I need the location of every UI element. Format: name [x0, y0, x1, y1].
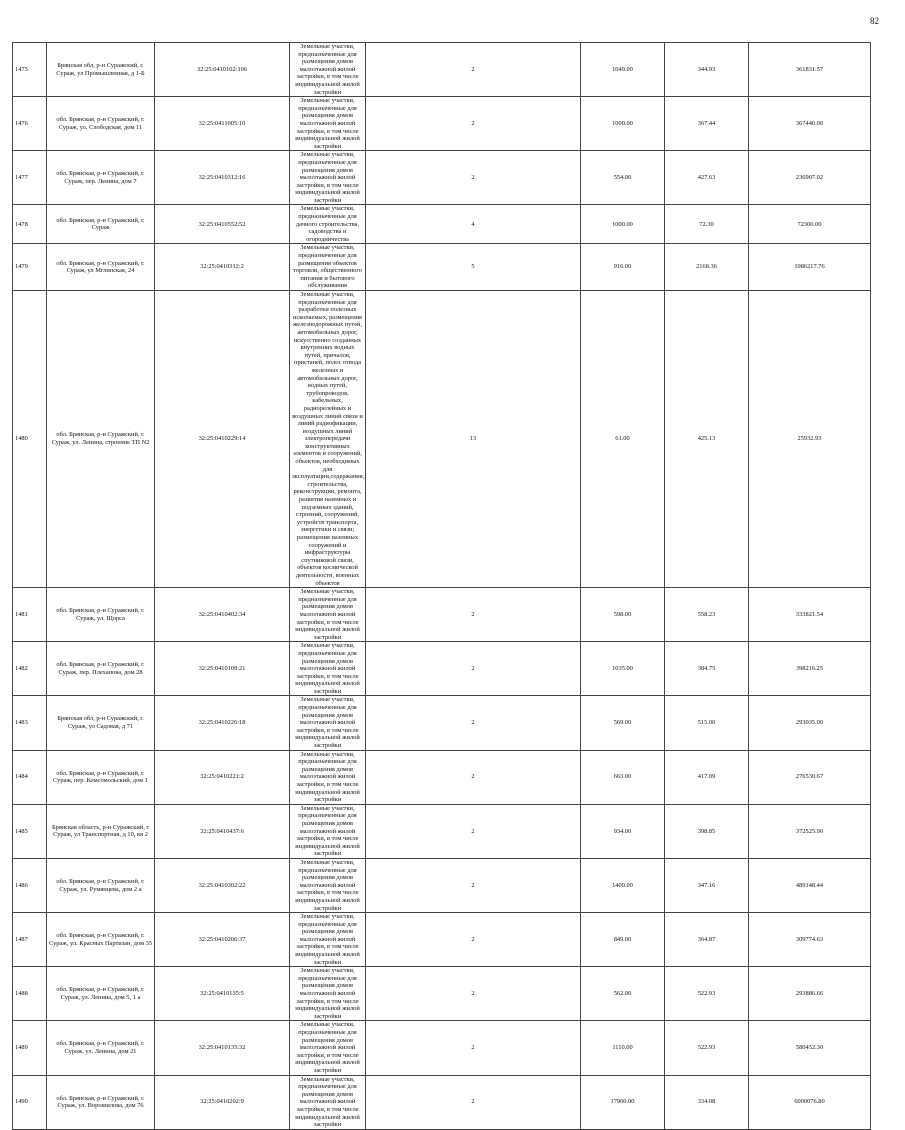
specific-value-cell: 427.63 — [665, 151, 749, 205]
land-use-cell: Земельные участки, предназначенные для размещения домов малоэтажной жилой застройки, в том числе индивидуальной жилой застройки — [290, 588, 366, 642]
use-group-code-cell: 2 — [366, 97, 581, 151]
row-number-cell: 1481 — [13, 588, 47, 642]
land-use-cell: Земельные участки, предназначенные для размещения домов малоэтажной жилой застройки, в том числе индивидуальной жилой застройки — [290, 1075, 366, 1129]
table-row — [13, 97, 871, 151]
cadastral-number-cell: 32:25:0410135:32 — [155, 1021, 290, 1075]
row-number-cell: 1480 — [13, 291, 47, 588]
row-number-cell: 1489 — [13, 1021, 47, 1075]
land-use-cell: Земельные участки, предназначенные для размещения домов малоэтажной жилой застройки, в том числе индивидуальной жилой застройки — [290, 913, 366, 967]
area-cell: 17960.00 — [581, 1075, 665, 1129]
land-use-cell: Земельные участки, предназначенные для размещения домов малоэтажной жилой застройки, в том числе индивидуальной жилой застройки — [290, 750, 366, 804]
row-number-cell: 1483 — [13, 696, 47, 750]
address-cell: обл. Брянская, р-н Суражский, г. Сураж, ул. Ворошилова, дом 76 — [47, 1075, 155, 1129]
cadastral-value-cell: 25932.93 — [749, 291, 871, 588]
cadastral-number-cell: 32:25:0410202:9 — [155, 1075, 290, 1129]
row-number-cell: 1486 — [13, 858, 47, 912]
address-cell: обл. Брянская, р-н Суражский, г. Сураж, ул Мглинская, 24 — [47, 244, 155, 291]
cadastral-number-cell: 32:25:0410109:21 — [155, 642, 290, 696]
specific-value-cell: 398.85 — [665, 804, 749, 858]
area-cell: 598.00 — [581, 588, 665, 642]
table-row — [13, 913, 871, 967]
area-cell: 554.00 — [581, 151, 665, 205]
specific-value-cell: 344.93 — [665, 43, 749, 97]
land-use-cell: Земельные участки, предназначенные для разработки полезных ископаемых, размещения железнодорожных путей, автомобильных дорог, искусственно созданных внутренних водных путей, причалов, пристаней, полос отвода железных и автомобильных дорог, водных путей, трубопроводов, кабельных, радиорелейных и воздушных линий связи и линий радиофикации, воздушных линий электропередачи конструктивных элементов и сооружений, объектов, необходимых для эксплуатации,содержания, строительства, реконструкции, ремонта, развития наземных и подземных зданий, строений, сооружений, устройств транспорта, энергетики и связи; размещения наземных сооружений и инфраструктуры спутниковой связи, объектов космической деятельности, военных объектов — [290, 291, 366, 588]
address-cell: обл. Брянская, р-н Суражский, г. Сураж — [47, 205, 155, 244]
land-use-cell: Земельные участки, предназначенные для размещения домов малоэтажной жилой застройки, в том числе индивидуальной жилой застройки — [290, 642, 366, 696]
table-row — [13, 244, 871, 291]
row-number-cell: 1475 — [13, 43, 47, 97]
use-group-code-cell: 2 — [366, 750, 581, 804]
address-cell: Брянская обл, р-н Суражский, г. Сураж, ул Садовая, д 71 — [47, 696, 155, 750]
cadastral-value-cell: 293035.00 — [749, 696, 871, 750]
cadastral-number-cell: 32:25:0410229:14 — [155, 291, 290, 588]
address-cell: обл. Брянская, р-н Суражский, г. Сураж, ул. Ленина, строение ТП N2 — [47, 291, 155, 588]
address-cell: обл. Брянская, р-н Суражский, г. Сураж, пер. Комсомольский, дом 1 — [47, 750, 155, 804]
use-group-code-cell: 2 — [366, 642, 581, 696]
specific-value-cell: 417.09 — [665, 750, 749, 804]
address-cell: Брянская обл, р-н Суражский, г. Сураж, ул Промышленная, д 1-Б — [47, 43, 155, 97]
area-cell: 569.00 — [581, 696, 665, 750]
use-group-code-cell: 2 — [366, 588, 581, 642]
land-use-cell: Земельные участки, предназначенные для размещения домов малоэтажной жилой застройки, в том числе индивидуальной жилой застройки — [290, 43, 366, 97]
cadastral-number-cell: 32:25:0410102:106 — [155, 43, 290, 97]
cadastral-number-cell: 32:25:0410552:52 — [155, 205, 290, 244]
row-number-cell: 1482 — [13, 642, 47, 696]
cadastral-value-cell: 276530.67 — [749, 750, 871, 804]
cadastral-value-cell: 236907.02 — [749, 151, 871, 205]
table-row — [13, 43, 871, 97]
land-use-cell: Земельные участки, предназначенные для размещения домов малоэтажной жилой застройки, в том числе индивидуальной жилой застройки — [290, 1021, 366, 1075]
table-row — [13, 967, 871, 1021]
land-use-cell: Земельные участки, предназначенные для размещения домов малоэтажной жилой застройки, в том числе индивидуальной жилой застройки — [290, 804, 366, 858]
page-number: 82 — [870, 16, 879, 26]
cadastral-number-cell: 32:25:0410135:5 — [155, 967, 290, 1021]
table-row — [13, 588, 871, 642]
address-cell: Брянская область, р-н Суражский, г Сураж, ул Транспортная, д 10, кв 2 — [47, 804, 155, 858]
row-number-cell: 1479 — [13, 244, 47, 291]
cadastral-value-cell: 489148.44 — [749, 858, 871, 912]
specific-value-cell: 347.16 — [665, 858, 749, 912]
land-use-cell: Земельные участки, предназначенные для размещения объектов торговли, общественного питания и бытового обслуживания — [290, 244, 366, 291]
table-row — [13, 696, 871, 750]
address-cell: обл. Брянская, р-н Суражский, г. Сураж, ул. Ленина, дом 21 — [47, 1021, 155, 1075]
specific-value-cell: 425.13 — [665, 291, 749, 588]
cadastral-number-cell: 32:25:0410437:6 — [155, 804, 290, 858]
table-row — [13, 858, 871, 912]
row-number-cell: 1487 — [13, 913, 47, 967]
table-row — [13, 642, 871, 696]
row-number-cell: 1478 — [13, 205, 47, 244]
land-use-cell: Земельные участки, предназначенные для размещения домов малоэтажной жилой застройки, в том числе индивидуальной жилой застройки — [290, 967, 366, 1021]
specific-value-cell: 515.00 — [665, 696, 749, 750]
cadastral-number-cell: 32:25:0410312:16 — [155, 151, 290, 205]
row-number-cell: 1488 — [13, 967, 47, 1021]
area-cell: 849.00 — [581, 913, 665, 967]
area-cell: 1035.00 — [581, 642, 665, 696]
area-cell: 1409.00 — [581, 858, 665, 912]
area-cell: 61.00 — [581, 291, 665, 588]
address-cell: обл. Брянская, р-н Суражский, г. Сураж, ул. Румянцева, дом 2 а — [47, 858, 155, 912]
specific-value-cell: 367.44 — [665, 97, 749, 151]
cadastral-value-cell: 6000076.80 — [749, 1075, 871, 1129]
specific-value-cell: 558.23 — [665, 588, 749, 642]
specific-value-cell: 72.30 — [665, 205, 749, 244]
specific-value-cell: 364.87 — [665, 913, 749, 967]
address-cell: обл. Брянская, р-н Суражский, г. Сураж, ул. Щорса — [47, 588, 155, 642]
use-group-code-cell: 13 — [366, 291, 581, 588]
table-row — [13, 804, 871, 858]
use-group-code-cell: 2 — [366, 151, 581, 205]
table-row — [13, 151, 871, 205]
land-use-cell: Земельные участки, предназначенные для размещения домов малоэтажной жилой застройки, в том числе индивидуальной жилой застройки — [290, 151, 366, 205]
area-cell: 934.00 — [581, 804, 665, 858]
use-group-code-cell: 2 — [366, 804, 581, 858]
area-cell: 663.00 — [581, 750, 665, 804]
use-group-code-cell: 5 — [366, 244, 581, 291]
cadastral-number-cell: 32:25:0410206:37 — [155, 913, 290, 967]
row-number-cell: 1484 — [13, 750, 47, 804]
area-cell: 1110.00 — [581, 1021, 665, 1075]
use-group-code-cell: 2 — [366, 1075, 581, 1129]
specific-value-cell: 522.93 — [665, 967, 749, 1021]
table-row — [13, 750, 871, 804]
row-number-cell: 1490 — [13, 1075, 47, 1129]
row-number-cell: 1485 — [13, 804, 47, 858]
address-cell: обл. Брянская, р-н Суражский, г. Сураж, пер. Плеханова, дом 28 — [47, 642, 155, 696]
area-cell: 1049.00 — [581, 43, 665, 97]
row-number-cell: 1477 — [13, 151, 47, 205]
table-row — [13, 205, 871, 244]
cadastral-value-table — [12, 42, 871, 1130]
cadastral-value-cell: 72300.00 — [749, 205, 871, 244]
cadastral-number-cell: 32:25:0410302:22 — [155, 858, 290, 912]
specific-value-cell: 522.93 — [665, 1021, 749, 1075]
land-use-cell: Земельные участки, предназначенные для размещения домов малоэтажной жилой застройки, в том числе индивидуальной жилой застройки — [290, 97, 366, 151]
cadastral-number-cell: 32:25:0410312:2 — [155, 244, 290, 291]
use-group-code-cell: 2 — [366, 967, 581, 1021]
cadastral-number-cell: 32:25:0411005:10 — [155, 97, 290, 151]
table-row — [13, 291, 871, 588]
cadastral-value-cell: 293886.66 — [749, 967, 871, 1021]
cadastral-value-cell: 333821.54 — [749, 588, 871, 642]
use-group-code-cell: 2 — [366, 1021, 581, 1075]
cadastral-number-cell: 32:25:0410226:18 — [155, 696, 290, 750]
cadastral-value-cell: 398216.25 — [749, 642, 871, 696]
area-cell: 916.00 — [581, 244, 665, 291]
land-use-cell: Земельные участки, предназначенные для размещения домов малоэтажной жилой застройки, в том числе индивидуальной жилой застройки — [290, 696, 366, 750]
cadastral-number-cell: 32:25:0410402:34 — [155, 588, 290, 642]
use-group-code-cell: 2 — [366, 913, 581, 967]
table-row — [13, 1021, 871, 1075]
specific-value-cell: 384.75 — [665, 642, 749, 696]
cadastral-value-cell: 372525.90 — [749, 804, 871, 858]
table-row — [13, 1075, 871, 1129]
table-body — [13, 43, 871, 1130]
cadastral-number-cell: 32:25:0410221:2 — [155, 750, 290, 804]
area-cell: 1000.00 — [581, 97, 665, 151]
row-number-cell: 1476 — [13, 97, 47, 151]
specific-value-cell: 334.08 — [665, 1075, 749, 1129]
address-cell: обл. Брянская, р-н Суражский, г. Сураж, ул. Слободская, дом 11 — [47, 97, 155, 151]
land-use-cell: Земельные участки, предназначенные для размещения домов малоэтажной жилой застройки, в том числе индивидуальной жилой застройки — [290, 858, 366, 912]
cadastral-value-cell: 309774.63 — [749, 913, 871, 967]
cadastral-value-cell: 580452.30 — [749, 1021, 871, 1075]
area-cell: 562.00 — [581, 967, 665, 1021]
address-cell: обл. Брянская, р-н Суражский, г. Сураж, пер. Ленина, дом 7 — [47, 151, 155, 205]
land-use-cell: Земельные участки, предназначенные для дачного строительства, садоводства и огородничества — [290, 205, 366, 244]
cadastral-value-cell: 1986217.76 — [749, 244, 871, 291]
address-cell: обл. Брянская, р-н Суражский, г. Сураж, ул. Красных Партизан, дом 35 — [47, 913, 155, 967]
use-group-code-cell: 2 — [366, 43, 581, 97]
use-group-code-cell: 4 — [366, 205, 581, 244]
address-cell: обл. Брянская, р-н Суражский, г. Сураж, ул. Ленина, дом 5, 1 а — [47, 967, 155, 1021]
area-cell: 1000.00 — [581, 205, 665, 244]
use-group-code-cell: 2 — [366, 858, 581, 912]
use-group-code-cell: 2 — [366, 696, 581, 750]
cadastral-value-cell: 361831.57 — [749, 43, 871, 97]
cadastral-value-cell: 367440.00 — [749, 97, 871, 151]
specific-value-cell: 2168.36 — [665, 244, 749, 291]
